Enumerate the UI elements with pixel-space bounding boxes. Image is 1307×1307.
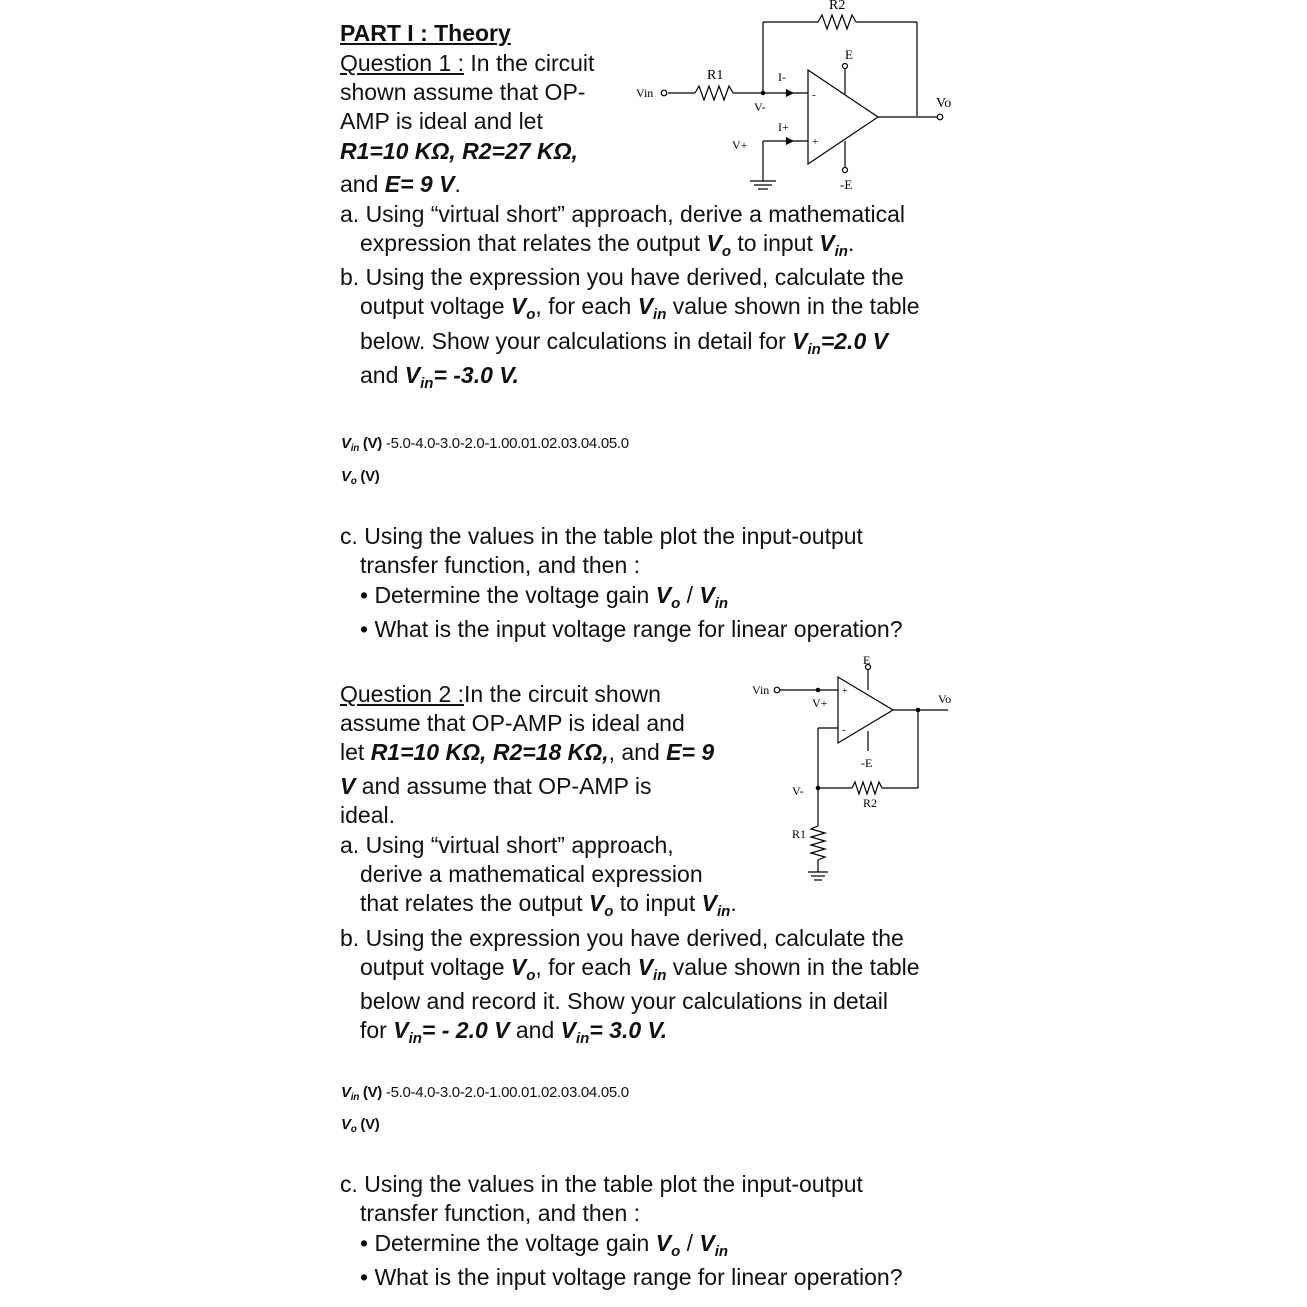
q1-c-2: transfer function, and then : — [360, 552, 641, 578]
circuit-2-wires — [780, 669, 948, 880]
q2-ideal: ideal. — [340, 802, 395, 828]
q2-table-row-vo: $V_o$ (V) — [341, 1116, 380, 1135]
q1-a-2: expression that relates the output $V_o$ to input $V_{in}$. — [360, 230, 855, 260]
vin-terminal-1 — [661, 90, 667, 96]
q2-c-2: transfer function, and then : — [360, 1200, 641, 1226]
part-title: PART I : Theory — [340, 20, 511, 46]
q2-c-3: • Determine the voltage gain $V_o / V_{in}$ — [360, 1230, 729, 1260]
q2-b-4: for $V_{in}= - 2.0$ V and $V_{in}= 3.0$ V. — [360, 1017, 668, 1047]
q1-b-3: below. Show your calculations in detail for $V_{in}=2.0$ V — [360, 328, 888, 358]
q1-table-row-vin: $V_{in}$ (V) -5.0-4.0-3.0-2.0-1.00.01.02.03.04.05.0 — [341, 435, 629, 454]
q1-heading: Question 1 : — [340, 50, 465, 76]
q2-c-1: c. Using the values in the table plot the input-output — [340, 1171, 863, 1197]
q2-a-1: a. Using “virtual short” approach, — [340, 832, 674, 858]
c2-e-bottom: -E — [861, 756, 873, 770]
c1-i-minus: I- — [778, 70, 786, 84]
c2-vo-label: Vo — [938, 692, 952, 706]
q1-a-1: a. Using “virtual short” approach, derive a mathematical — [340, 201, 906, 227]
q2-b-3: below and record it. Show your calculations in detail — [360, 988, 889, 1014]
q1-c-3: • Determine the voltage gain $V_o / V_{in}$ — [360, 582, 729, 612]
c2-r2-label: R2 — [863, 796, 878, 810]
c2-e-top: E — [863, 653, 871, 667]
c1-r1-label: R1 — [707, 68, 724, 83]
current-arrow-plus — [786, 137, 794, 145]
vin-terminal-2 — [774, 687, 780, 693]
q1-b-2: output voltage $V_o$, for each $V_{in}$ value shown in the table — [360, 293, 920, 323]
c2-plus-sign: + — [842, 686, 848, 697]
q1-table-row-vo: $V_o$ (V) — [341, 468, 380, 487]
q2-line-1: Question 2 :In the circuit shown — [340, 681, 661, 707]
c1-v-plus: V+ — [732, 138, 748, 152]
q1-b-4: and $V_{in}= -3.0$ V. — [360, 362, 519, 392]
q1-e-value: E= 9 V — [384, 171, 455, 197]
q2-heading: Question 2 : — [340, 681, 465, 707]
current-arrow-minus — [786, 89, 794, 97]
c1-v-minus: V- — [754, 100, 766, 114]
c1-vin-label: Vin — [636, 86, 654, 100]
q1-c-1: c. Using the values in the table plot the input-output — [340, 523, 863, 549]
c1-minus-sign: - — [812, 89, 816, 101]
vo-terminal-1 — [937, 114, 943, 120]
c2-v-plus: V+ — [812, 696, 828, 710]
c1-plus-sign: + — [812, 136, 819, 148]
c2-minus-sign: - — [842, 725, 846, 736]
q1-and: and — [340, 171, 379, 197]
q1-period: . — [454, 171, 461, 197]
opamp-1-triangle — [808, 70, 878, 164]
q1-intro-1: In the circuit — [470, 50, 595, 76]
q1-b-1: b. Using the expression you have derived, calculate the — [340, 264, 904, 290]
q2-a-2: derive a mathematical expression — [360, 861, 703, 887]
q1-r1-value: R1=10 KΩ, — [340, 138, 456, 164]
c1-r2-label: R2 — [829, 0, 846, 13]
q2-table-row-vin: $V_{in}$ (V) -5.0-4.0-3.0-2.0-1.00.01.02.03.04.05.0 — [341, 1084, 629, 1103]
q1-r2-value: R2=27 KΩ, — [462, 138, 578, 164]
q1-intro-2: shown assume that OP- — [340, 79, 586, 105]
q2-params-2: V and assume that OP-AMP is — [340, 773, 652, 799]
q2-intro-2: assume that OP-AMP is ideal and — [340, 710, 685, 736]
c2-vin-label: Vin — [752, 683, 770, 697]
q2-c-4: • What is the input voltage range for linear operation? — [360, 1264, 903, 1290]
q1-c-4: • What is the input voltage range for linear operation? — [360, 616, 903, 642]
q1-table-values: -5.0-4.0-3.0-2.0-1.00.01.02.03.04.05.0 — [385, 435, 629, 452]
c2-r1-label: R1 — [792, 827, 807, 841]
q1-intro-3: AMP is ideal and let — [340, 108, 543, 134]
c1-e-top: E — [845, 47, 853, 62]
c1-i-plus: I+ — [778, 120, 789, 134]
c1-e-bottom: -E — [840, 177, 853, 192]
c1-vo-label: Vo — [936, 96, 952, 111]
q2-a-3: that relates the output $V_o$ to input $V_{in}$. — [360, 890, 737, 920]
c2-v-minus: V- — [792, 784, 804, 798]
circuit-1-wires — [668, 15, 940, 189]
q2-table-values: -5.0-4.0-3.0-2.0-1.00.01.02.03.04.05.0 — [385, 1084, 629, 1101]
q2-b-1: b. Using the expression you have derived, calculate the — [340, 925, 904, 951]
q2-params: let R1=10 KΩ, R2=18 KΩ,, and E= 9 — [340, 739, 715, 765]
q2-b-2: output voltage $V_o$, for each $V_{in}$ value shown in the table — [360, 954, 920, 984]
